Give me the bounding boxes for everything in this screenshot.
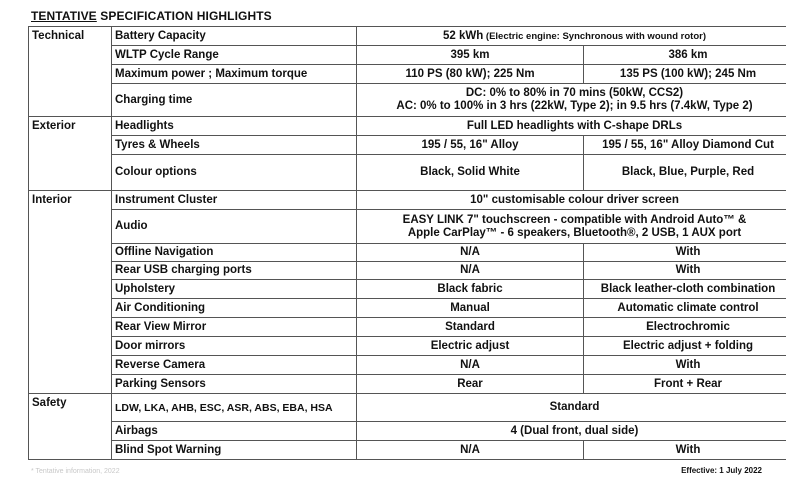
row-label: Headlights <box>112 117 357 136</box>
table-row <box>29 299 786 318</box>
table-row <box>29 84 786 117</box>
instrument-cluster-value: 10" customisable colour driver screen <box>357 191 786 210</box>
audio-value <box>357 210 786 244</box>
row-label: Offline Navigation <box>112 244 357 262</box>
variant2-value: Front + Rear <box>584 375 786 394</box>
row-label: Rear View Mirror <box>112 318 357 337</box>
variant2-value: With <box>584 244 786 262</box>
table-row <box>29 191 786 210</box>
footnote: * Tentative information, 2022 <box>31 468 120 475</box>
variant2-value: 135 PS (100 kW); 245 Nm <box>584 65 786 84</box>
charging-ac: AC: 0% to 100% in 3 hrs (22kW, Type 2); in 9.5 hrs (7.4kW, Type 2) <box>396 100 753 112</box>
variant1-value: N/A <box>357 244 584 262</box>
variant1-value: Electric adjust <box>357 337 584 356</box>
variant1-value: N/A <box>357 441 584 460</box>
variant1-value: Rear <box>357 375 584 394</box>
battery-note: (Electric engine: Synchronous with wound rotor) <box>483 30 706 42</box>
audio-line-1: EASY LINK 7" touchscreen - compatible with Android Auto™ & <box>402 213 747 226</box>
charging-time-value <box>357 84 786 117</box>
row-label: Air Conditioning <box>112 299 357 318</box>
row-label: Parking Sensors <box>112 375 357 394</box>
row-label: Rear USB charging ports <box>112 262 357 280</box>
table-row <box>29 394 786 422</box>
row-label: LDW, LKA, AHB, ESC, ASR, ABS, EBA, HSA <box>112 394 357 422</box>
row-label: Tyres & Wheels <box>112 136 357 155</box>
variant2-value: Electric adjust + folding <box>584 337 786 356</box>
row-label: Blind Spot Warning <box>112 441 357 460</box>
row-label: Audio <box>112 210 357 244</box>
row-label: Upholstery <box>112 280 357 299</box>
variant2-value: Black, Blue, Purple, Red <box>584 155 786 191</box>
row-label: Instrument Cluster <box>112 191 357 210</box>
variant2-value: 386 km <box>584 46 786 65</box>
variant1-value: 195 / 55, 16" Alloy <box>357 136 584 155</box>
row-label: Battery Capacity <box>112 27 357 46</box>
variant2-value: With <box>584 356 786 375</box>
table-row <box>29 356 786 375</box>
battery-capacity-value <box>357 27 786 46</box>
variant1-value: N/A <box>357 262 584 280</box>
table-row <box>29 262 786 280</box>
row-label: Door mirrors <box>112 337 357 356</box>
variant1-value: N/A <box>357 356 584 375</box>
table-row <box>29 117 786 136</box>
variant2-value: 195 / 55, 16" Alloy Diamond Cut <box>584 136 786 155</box>
row-label: WLTP Cycle Range <box>112 46 357 65</box>
category-interior: Interior <box>29 191 112 394</box>
table-row <box>29 375 786 394</box>
table-row <box>29 46 786 65</box>
category-technical: Technical <box>29 27 112 117</box>
row-label: Reverse Camera <box>112 356 357 375</box>
variant1-value: 395 km <box>357 46 584 65</box>
table-row <box>29 318 786 337</box>
table-row <box>29 27 786 46</box>
battery-value: 52 kWh <box>443 29 484 42</box>
effective-date: Effective: 1 July 2022 <box>681 466 762 475</box>
table-row <box>29 244 786 262</box>
row-label: Maximum power ; Maximum torque <box>112 65 357 84</box>
audio-line-2: Apple CarPlay™ - 6 speakers, Bluetooth®, 2 USB, 1 AUX port <box>407 226 742 239</box>
variant1-value: Manual <box>357 299 584 318</box>
safety-systems-value: Standard <box>357 394 786 422</box>
document-title <box>31 9 272 23</box>
table-row <box>29 441 786 460</box>
row-label: Charging time <box>112 84 357 117</box>
spec-table <box>28 26 786 460</box>
table-row <box>29 337 786 356</box>
headlights-value: Full LED headlights with C-shape DRLs <box>357 117 786 136</box>
airbags-value: 4 (Dual front, dual side) <box>357 422 786 441</box>
category-safety: Safety <box>29 394 112 460</box>
row-label: Airbags <box>112 422 357 441</box>
table-row <box>29 210 786 244</box>
table-row <box>29 422 786 441</box>
variant2-value: Automatic climate control <box>584 299 786 318</box>
table-row <box>29 65 786 84</box>
variant1-value: Black, Solid White <box>357 155 584 191</box>
title-underlined: TENTATIVE <box>31 9 97 23</box>
table-row <box>29 136 786 155</box>
variant1-value: 110 PS (80 kW); 225 Nm <box>357 65 584 84</box>
table-row <box>29 280 786 299</box>
variant2-value: With <box>584 262 786 280</box>
variant2-value: Black leather-cloth combination <box>584 280 786 299</box>
category-exterior: Exterior <box>29 117 112 191</box>
variant1-value: Standard <box>357 318 584 337</box>
charging-dc: DC: 0% to 80% in 70 mins (50kW, CCS2) <box>465 87 684 99</box>
variant1-value: Black fabric <box>357 280 584 299</box>
variant2-value: Electrochromic <box>584 318 786 337</box>
row-label: Colour options <box>112 155 357 191</box>
variant2-value: With <box>584 441 786 460</box>
title-rest: SPECIFICATION HIGHLIGHTS <box>96 9 272 23</box>
table-row <box>29 155 786 191</box>
